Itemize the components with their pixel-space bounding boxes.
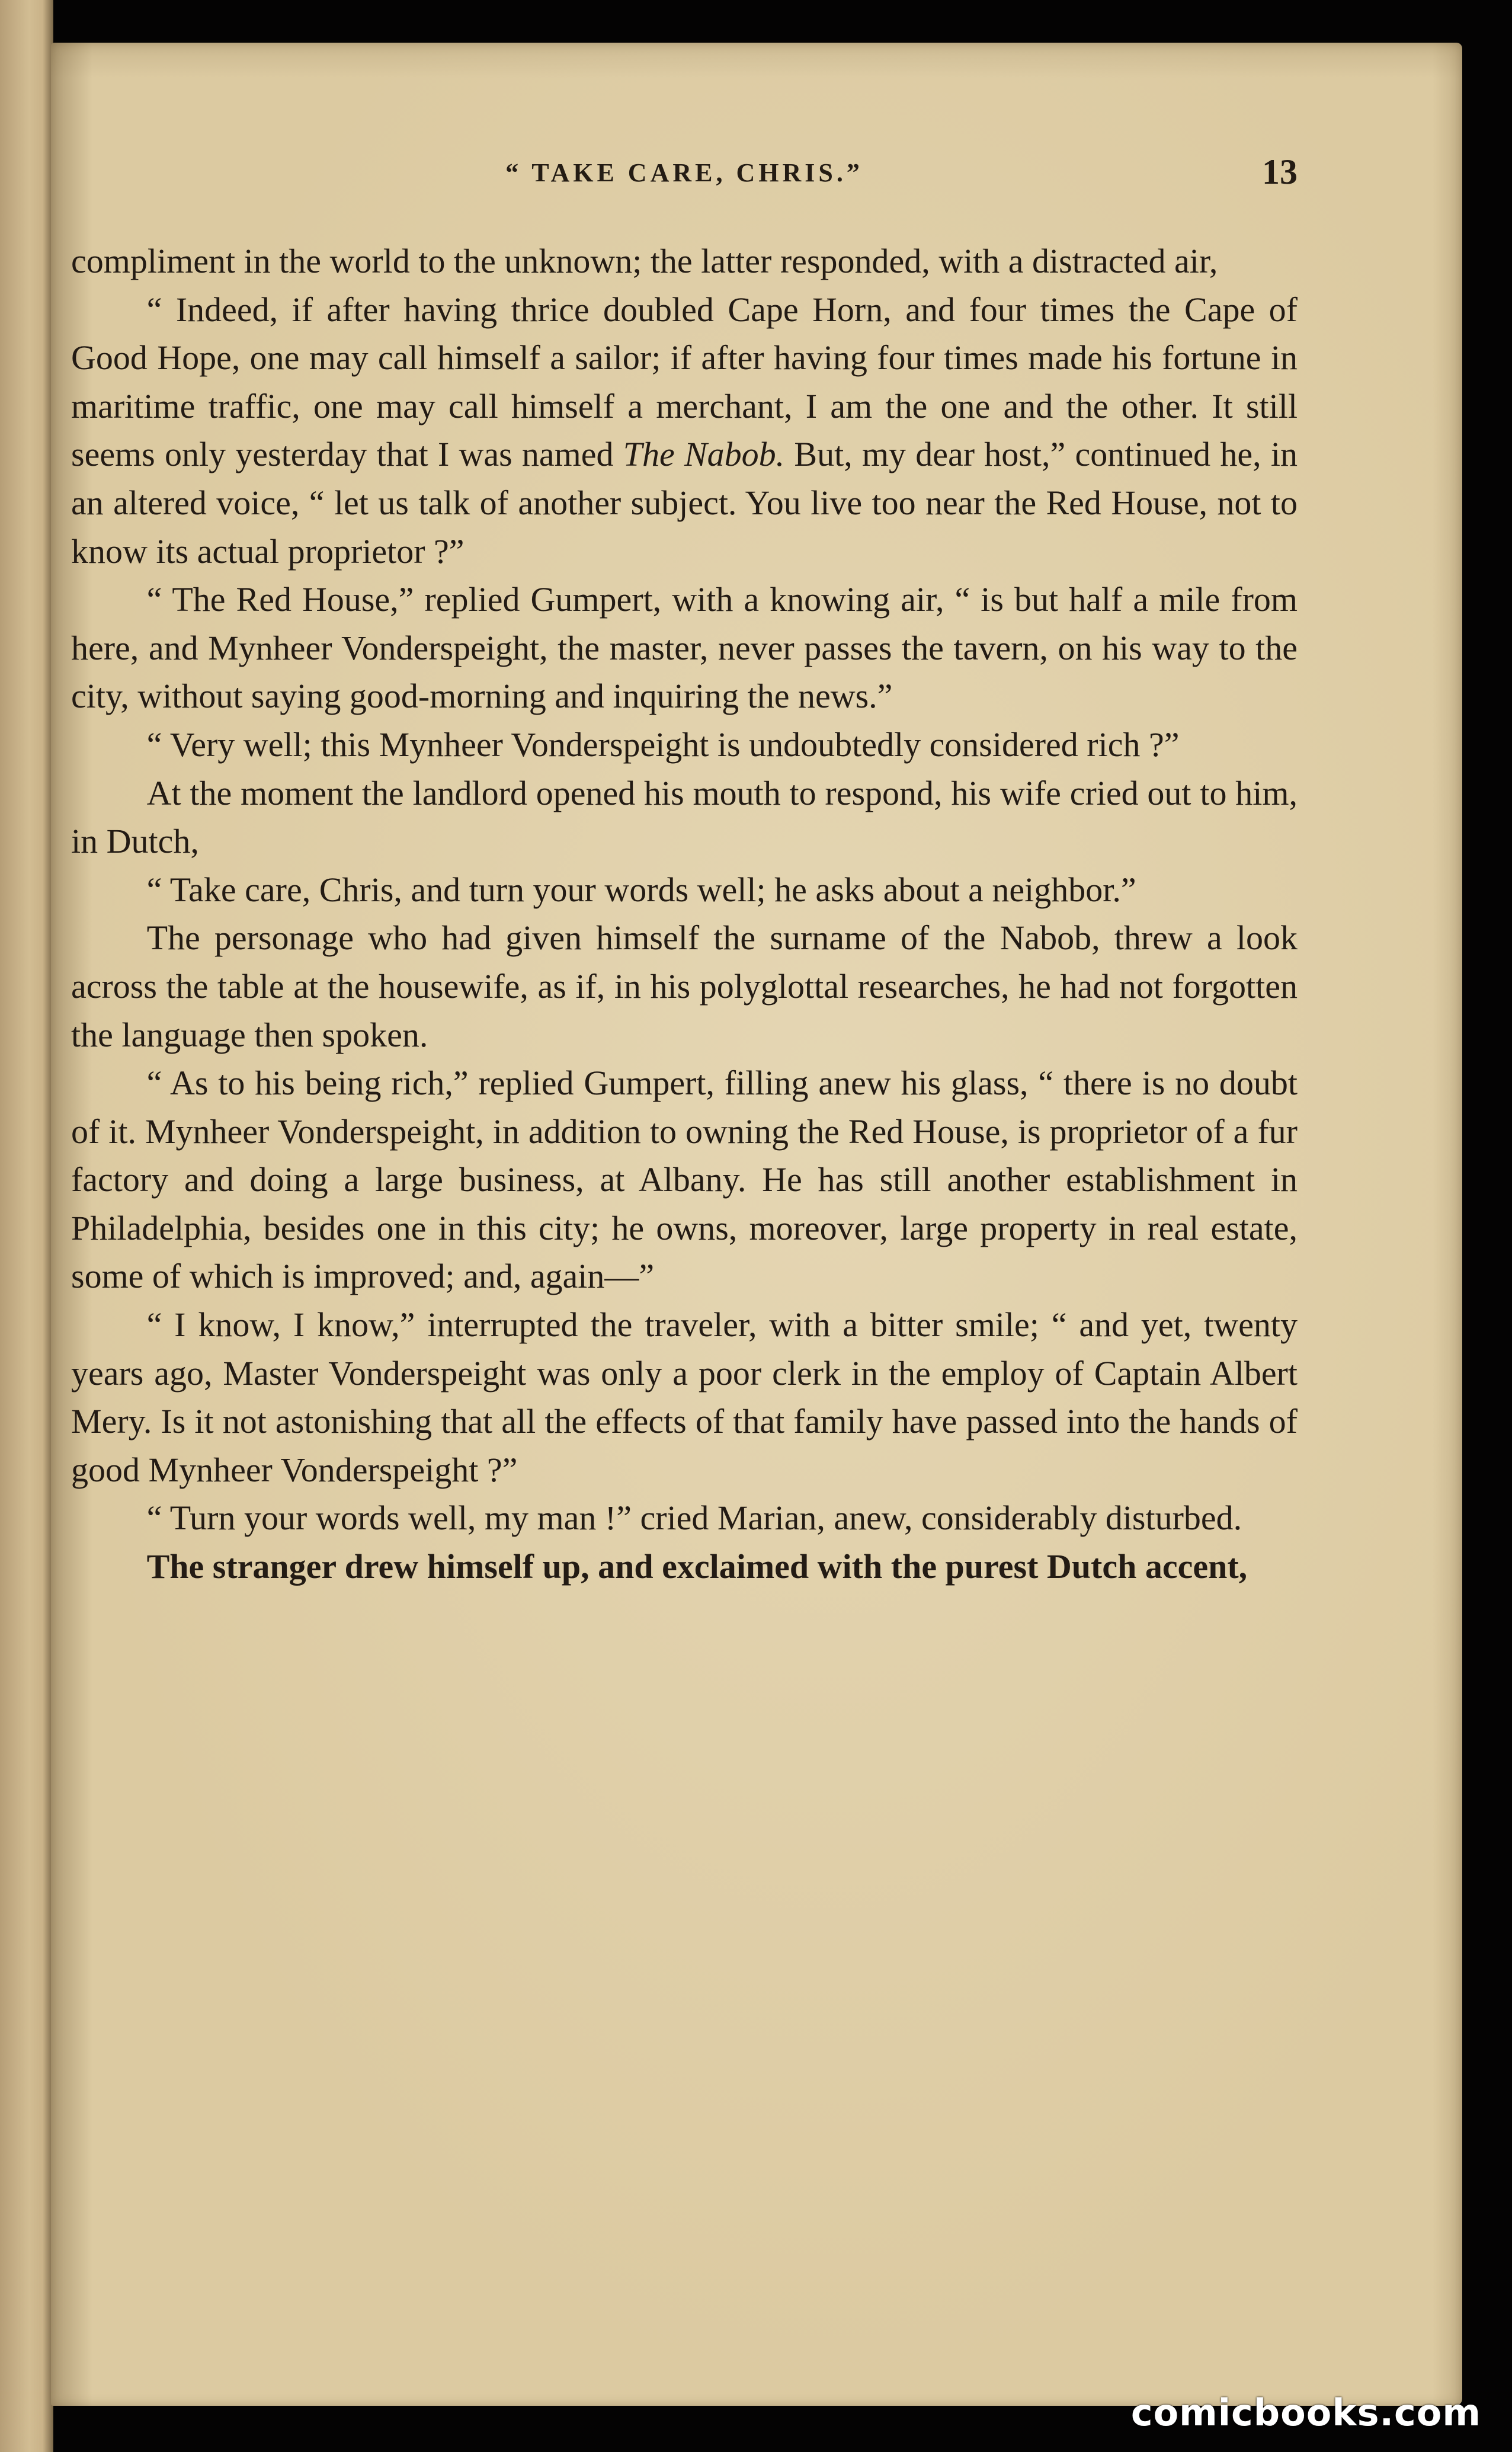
italic-title: The Nabob. xyxy=(623,435,785,474)
watermark: comicbooks.com xyxy=(1130,2391,1481,2434)
running-title: “ TAKE CARE, CHRIS.” xyxy=(505,158,863,187)
paragraph: “ Turn your words well, my man !” cried Marian, anew, considerably disturbed. xyxy=(146,1499,1242,1538)
paragraph: “ As to his being rich,” replied Gumpert, filling anew his glass, “ there is no doubt of it. Mynheer Vonderspeight, in addition to owning the Red House, is proprietor of a fur factory and doing a large business, at Albany. He has still another establishment in Philadelphia, besides one in this city; he owns, moreover, large property in real estate, some of which is improved; and, again—” xyxy=(71,1064,1298,1296)
paragraph: “ Very well; this Mynheer Vonderspeight is undoubtedly considered rich ?” xyxy=(146,725,1180,764)
body-text xyxy=(71,237,1298,1591)
paragraph: At the moment the landlord opened his mouth to respond, his wife cried out to him, in Dutch, xyxy=(71,773,1298,861)
paragraph: The stranger drew himself up, and exclaimed with the purest Dutch accent, xyxy=(146,1547,1248,1586)
page-header xyxy=(71,152,1298,205)
paragraph: “ Indeed, if after having thrice doubled Cape Horn, and four times the Cape of Good Hope, one may call himself a sailor; if after having four times made his fortune in maritime traffic, one may call himself a merchant, I am the one and the other. It still seems only yesterday that I was named The Nabob. But, my dear host,” continued he, in an altered voice, “ let us talk of another subject. You live too near the Red House, not to know its actual proprietor ?” xyxy=(71,290,1298,571)
paragraph: “ The Red House,” replied Gumpert, with a knowing air, “ is but half a mile from here, and Mynheer Vonderspeight, the master, never passes the tavern, on his way to the city, without saying good-morning and inquiring the news.” xyxy=(71,580,1298,716)
paragraph: compliment in the world to the unknown; the latter responded, with a distracted air, xyxy=(71,242,1218,280)
paragraph: “ Take care, Chris, and turn your words well; he asks about a neighbor.” xyxy=(146,870,1136,909)
page-number: 13 xyxy=(1262,152,1298,191)
adjacent-page-edge xyxy=(0,0,53,2452)
paragraph: The personage who had given himself the surname of the Nabob, threw a look across the table at the housewife, as if, in his polyglottal researches, he had not forgotten the language then spoken. xyxy=(71,918,1298,1054)
paragraph: “ I know, I know,” interrupted the traveler, with a bitter smile; “ and yet, twenty years ago, Master Vonderspeight was only a poor clerk in the employ of Captain Albert Mery. Is it not astonishing that all the effects of that family have passed into the hands of good Mynheer Vonderspeight ?” xyxy=(71,1305,1298,1489)
